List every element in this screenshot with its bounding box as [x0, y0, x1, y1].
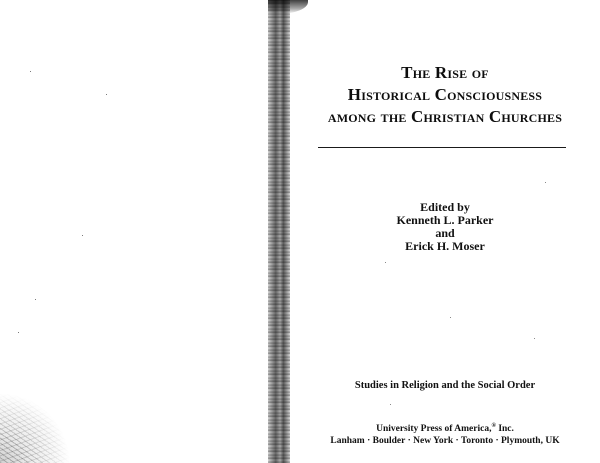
publisher-suffix: Inc.	[495, 424, 514, 435]
scan-speck	[390, 404, 391, 405]
scan-speck	[450, 317, 451, 318]
title-divider-rule	[318, 147, 566, 148]
publisher-block	[290, 421, 600, 447]
publisher-name-text: University Press of America,	[376, 424, 492, 435]
title-line-3: among the Christian Churches	[327, 107, 563, 126]
title-page	[290, 0, 600, 463]
scan-corner-noise	[0, 388, 70, 463]
editor-name-2: Erick H. Moser	[405, 239, 485, 253]
scan-speck	[385, 262, 386, 263]
edited-by-label: Edited by	[420, 200, 470, 214]
book-binding-gutter	[268, 0, 290, 463]
publisher-name	[290, 421, 600, 435]
title-line-2: Historical Consciousness	[347, 85, 543, 104]
scan-speck	[545, 182, 546, 183]
series-name: Studies in Religion and the Social Order	[354, 380, 536, 391]
scan-speck	[534, 338, 535, 339]
and-label: and	[435, 226, 455, 240]
registered-mark: ®	[491, 423, 496, 429]
scan-speck	[82, 235, 83, 236]
publisher-cities: Lanham · Boulder · New York · Toronto · Plymouth, UK	[330, 436, 560, 447]
scan-speck	[35, 299, 36, 300]
book-title	[290, 62, 600, 128]
editor-name-1: Kenneth L. Parker	[396, 213, 494, 227]
scan-speck	[106, 94, 107, 95]
title-line-1: The Rise of	[401, 63, 489, 82]
blank-verso-page	[0, 0, 272, 463]
editors-block	[290, 201, 600, 253]
scan-speck	[30, 71, 31, 72]
scan-speck	[18, 332, 19, 333]
